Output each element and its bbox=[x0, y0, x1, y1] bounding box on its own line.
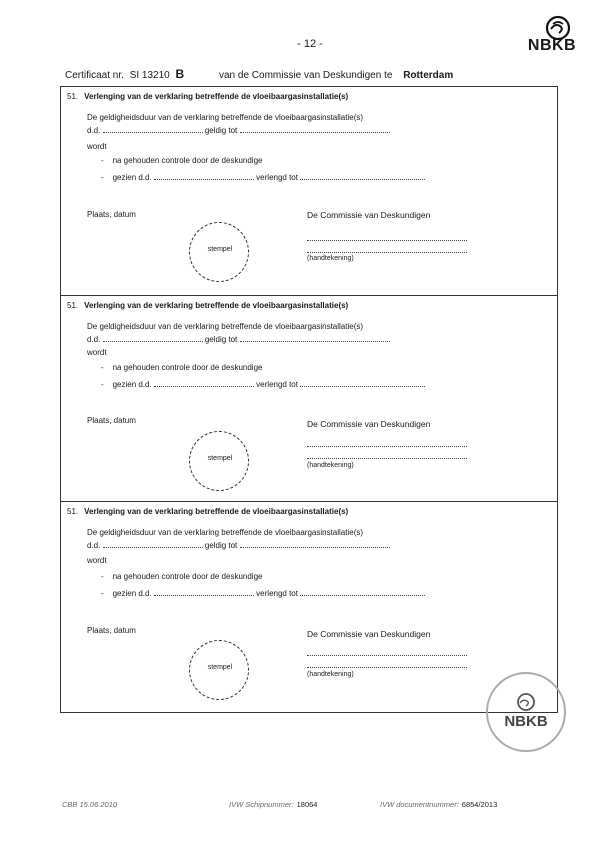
extended-until-field[interactable] bbox=[300, 379, 425, 387]
signature-line[interactable] bbox=[307, 667, 467, 668]
signature-line[interactable] bbox=[307, 458, 467, 459]
valid-until-field[interactable] bbox=[240, 125, 390, 133]
extension-section bbox=[60, 295, 558, 502]
signature-label: (handtekening) bbox=[307, 255, 354, 262]
certificate-line bbox=[65, 67, 545, 81]
signature-label: (handtekening) bbox=[307, 671, 354, 678]
item-1: - na gehouden controle door de deskundige bbox=[101, 572, 263, 581]
dd-field[interactable] bbox=[103, 540, 203, 548]
extended-until-field[interactable] bbox=[300, 588, 425, 596]
dd-field[interactable] bbox=[103, 125, 203, 133]
form-code: CBB 15.06.2010 bbox=[62, 800, 118, 809]
item-1: - na gehouden controle door de deskundige bbox=[101, 156, 263, 165]
seal-logo-icon bbox=[496, 682, 556, 742]
commission-label: De Commissie van Deskundigen bbox=[307, 419, 431, 429]
stamp-circle: stempel bbox=[189, 640, 249, 700]
ship-number: IVW Schipnummer: 18064 bbox=[229, 800, 318, 809]
dd-valid-row: d.d. geldig tot bbox=[87, 540, 390, 550]
validity-text: De geldigheidsduur van de verklaring betreffende de vloeibaargasinstallatie(s) bbox=[87, 113, 364, 122]
city: Rotterdam bbox=[403, 70, 454, 81]
signature-line[interactable] bbox=[307, 655, 467, 656]
dd-field[interactable] bbox=[103, 334, 203, 342]
certificate-suffix: B bbox=[175, 67, 185, 81]
extended-until-field[interactable] bbox=[300, 172, 425, 180]
gezien-field[interactable] bbox=[154, 588, 254, 596]
wordt-label: wordt bbox=[87, 348, 107, 357]
signature-line[interactable] bbox=[307, 446, 467, 447]
certificate-number: SI 13210 bbox=[129, 70, 170, 81]
valid-until-field[interactable] bbox=[240, 334, 390, 342]
commission-text: van de Commissie van Deskundigen te bbox=[218, 70, 393, 81]
validity-text: De geldigheidsduur van de verklaring betreffende de vloeibaargasinstallatie(s) bbox=[87, 322, 364, 331]
item-2: - gezien d.d. verlengd tot bbox=[101, 588, 425, 598]
commission-label: De Commissie van Deskundigen bbox=[307, 210, 431, 220]
commission-label: De Commissie van Deskundigen bbox=[307, 629, 431, 639]
stamp-circle: stempel bbox=[189, 431, 249, 491]
signature-label: (handtekening) bbox=[307, 462, 354, 469]
gezien-field[interactable] bbox=[154, 172, 254, 180]
extension-section bbox=[60, 86, 558, 296]
item-2: - gezien d.d. verlengd tot bbox=[101, 172, 425, 182]
item-2: - gezien d.d. verlengd tot bbox=[101, 379, 425, 389]
wordt-label: wordt bbox=[87, 142, 107, 151]
brand-logo-text: NBKB bbox=[527, 37, 577, 54]
validity-text: De geldigheidsduur van de verklaring betreffende de vloeibaargasinstallatie(s) bbox=[87, 528, 364, 537]
place-date-label: Plaats, datum bbox=[87, 210, 136, 219]
svg-text:NBKB: NBKB bbox=[504, 713, 548, 730]
dd-valid-row: d.d. geldig tot bbox=[87, 125, 390, 135]
document-number: IVW documentnummer: 6854/2013 bbox=[380, 800, 498, 809]
page-number: - 12 - bbox=[297, 38, 323, 50]
stamp-circle: stempel bbox=[189, 222, 249, 282]
valid-until-field[interactable] bbox=[240, 540, 390, 548]
item-1: - na gehouden controle door de deskundige bbox=[101, 363, 263, 372]
wordt-label: wordt bbox=[87, 556, 107, 565]
signature-line[interactable] bbox=[307, 252, 467, 253]
extension-section bbox=[60, 501, 558, 713]
section-title: 51. Verlenging van de verklaring betreffende de vloeibaargasinstallatie(s) bbox=[67, 92, 349, 101]
place-date-label: Plaats, datum bbox=[87, 626, 136, 635]
section-title: 51. Verlenging van de verklaring betreffende de vloeibaargasinstallatie(s) bbox=[67, 507, 349, 516]
certificate-label: Certificaat nr. bbox=[65, 70, 124, 81]
dd-valid-row: d.d. geldig tot bbox=[87, 334, 390, 344]
gezien-field[interactable] bbox=[154, 379, 254, 387]
section-title: 51. Verlenging van de verklaring betreffende de vloeibaargasinstallatie(s) bbox=[67, 301, 349, 310]
place-date-label: Plaats, datum bbox=[87, 416, 136, 425]
signature-line[interactable] bbox=[307, 240, 467, 241]
